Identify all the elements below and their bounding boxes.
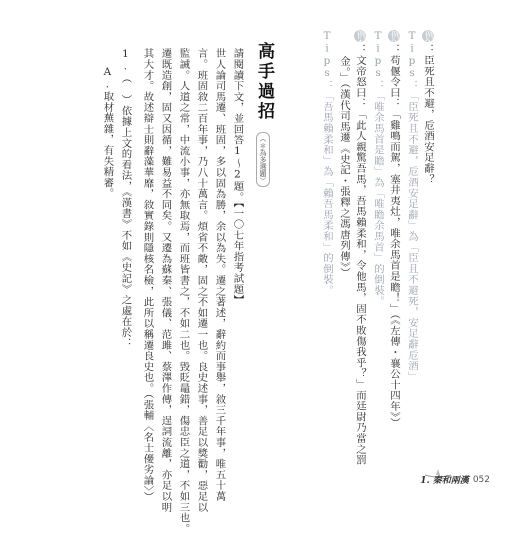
chapter-label: 1. 秦和兩漢 — [420, 476, 469, 486]
passage-line-1: 請閱讀下文，並回答1～2題。【一〇七年指考試題】 — [231, 48, 244, 306]
example-tag: 例4 — [355, 30, 365, 50]
passage-line-2: 世人論司馬遷、班固，多以固為勝，余以為失。遷之著述，辭約而事舉，敘三千年事，唯五十萬 — [213, 48, 226, 502]
section-subtitle: （＊為多選題） — [256, 132, 270, 187]
example-2: 例2：臣死且不避，卮酒安足辭？ — [422, 30, 434, 185]
passage-line-6: 其大才。故述辯士則辭藻華靡，敘實錄則隱核名檢，此所以稱遷良史也。（張輔〈名士優劣論〉） — [141, 48, 154, 502]
section-title: 高手過招 — [254, 42, 274, 122]
example-tag: 例2 — [423, 30, 433, 50]
page-number: 052 — [472, 474, 490, 485]
question-number: 1. — [119, 48, 132, 73]
question-stem: （ ）依據上文的看法，《漢書》不如《史記》之處在於： — [119, 72, 132, 349]
example-4-continued: 金。」（漢代司馬遷《史記・張釋之馮唐列傳》） — [338, 56, 350, 278]
option-a: A.取材蕪雜，有失精審。 — [101, 66, 114, 199]
tips-3: Tips：「唯余馬首是瞻」為「唯瞻余馬首」的倒裝。 — [372, 30, 384, 307]
tips-2: Tips：「臣死且不避，卮酒安足辭」為「臣且不避死，安足辭卮酒」 — [406, 30, 418, 382]
passage-line-3: 言。班固敘二百年事，乃八十萬言。煩省不敵，固之不如遷一也。良史述事，善足以獎勸，惡足以 — [195, 48, 208, 513]
example-tag: 例3 — [389, 30, 399, 50]
passage-line-4: 監誡。人道之常，中流小事，亦無取焉，而班皆書之，不如二也。毀貶鼂錯，傷忠臣之道，不如三也。 — [177, 48, 190, 534]
page-footer — [420, 473, 490, 486]
question-1 — [120, 48, 130, 348]
example-4: 例4：文帝怒曰：「此人親驚吾馬，吾馬賴柔和，令他馬，固不敗傷我乎？」而廷尉乃當之罰 — [354, 30, 366, 466]
tips-4: Tips：「吾馬賴柔和」為「賴吾馬柔和」的倒裝。 — [321, 30, 333, 296]
passage-line-5: 遷既造創，固又因循，難易益不同矣。又遷為蘇秦、張儀、范雎、蔡澤作傳，逞詞流離，亦足以明 — [159, 48, 172, 513]
example-3: 例3：苟偃令曰：「雞鳴而駕，塞井夷灶，唯余馬首是瞻！」（《左傳・襄公十四年》） — [388, 30, 400, 428]
